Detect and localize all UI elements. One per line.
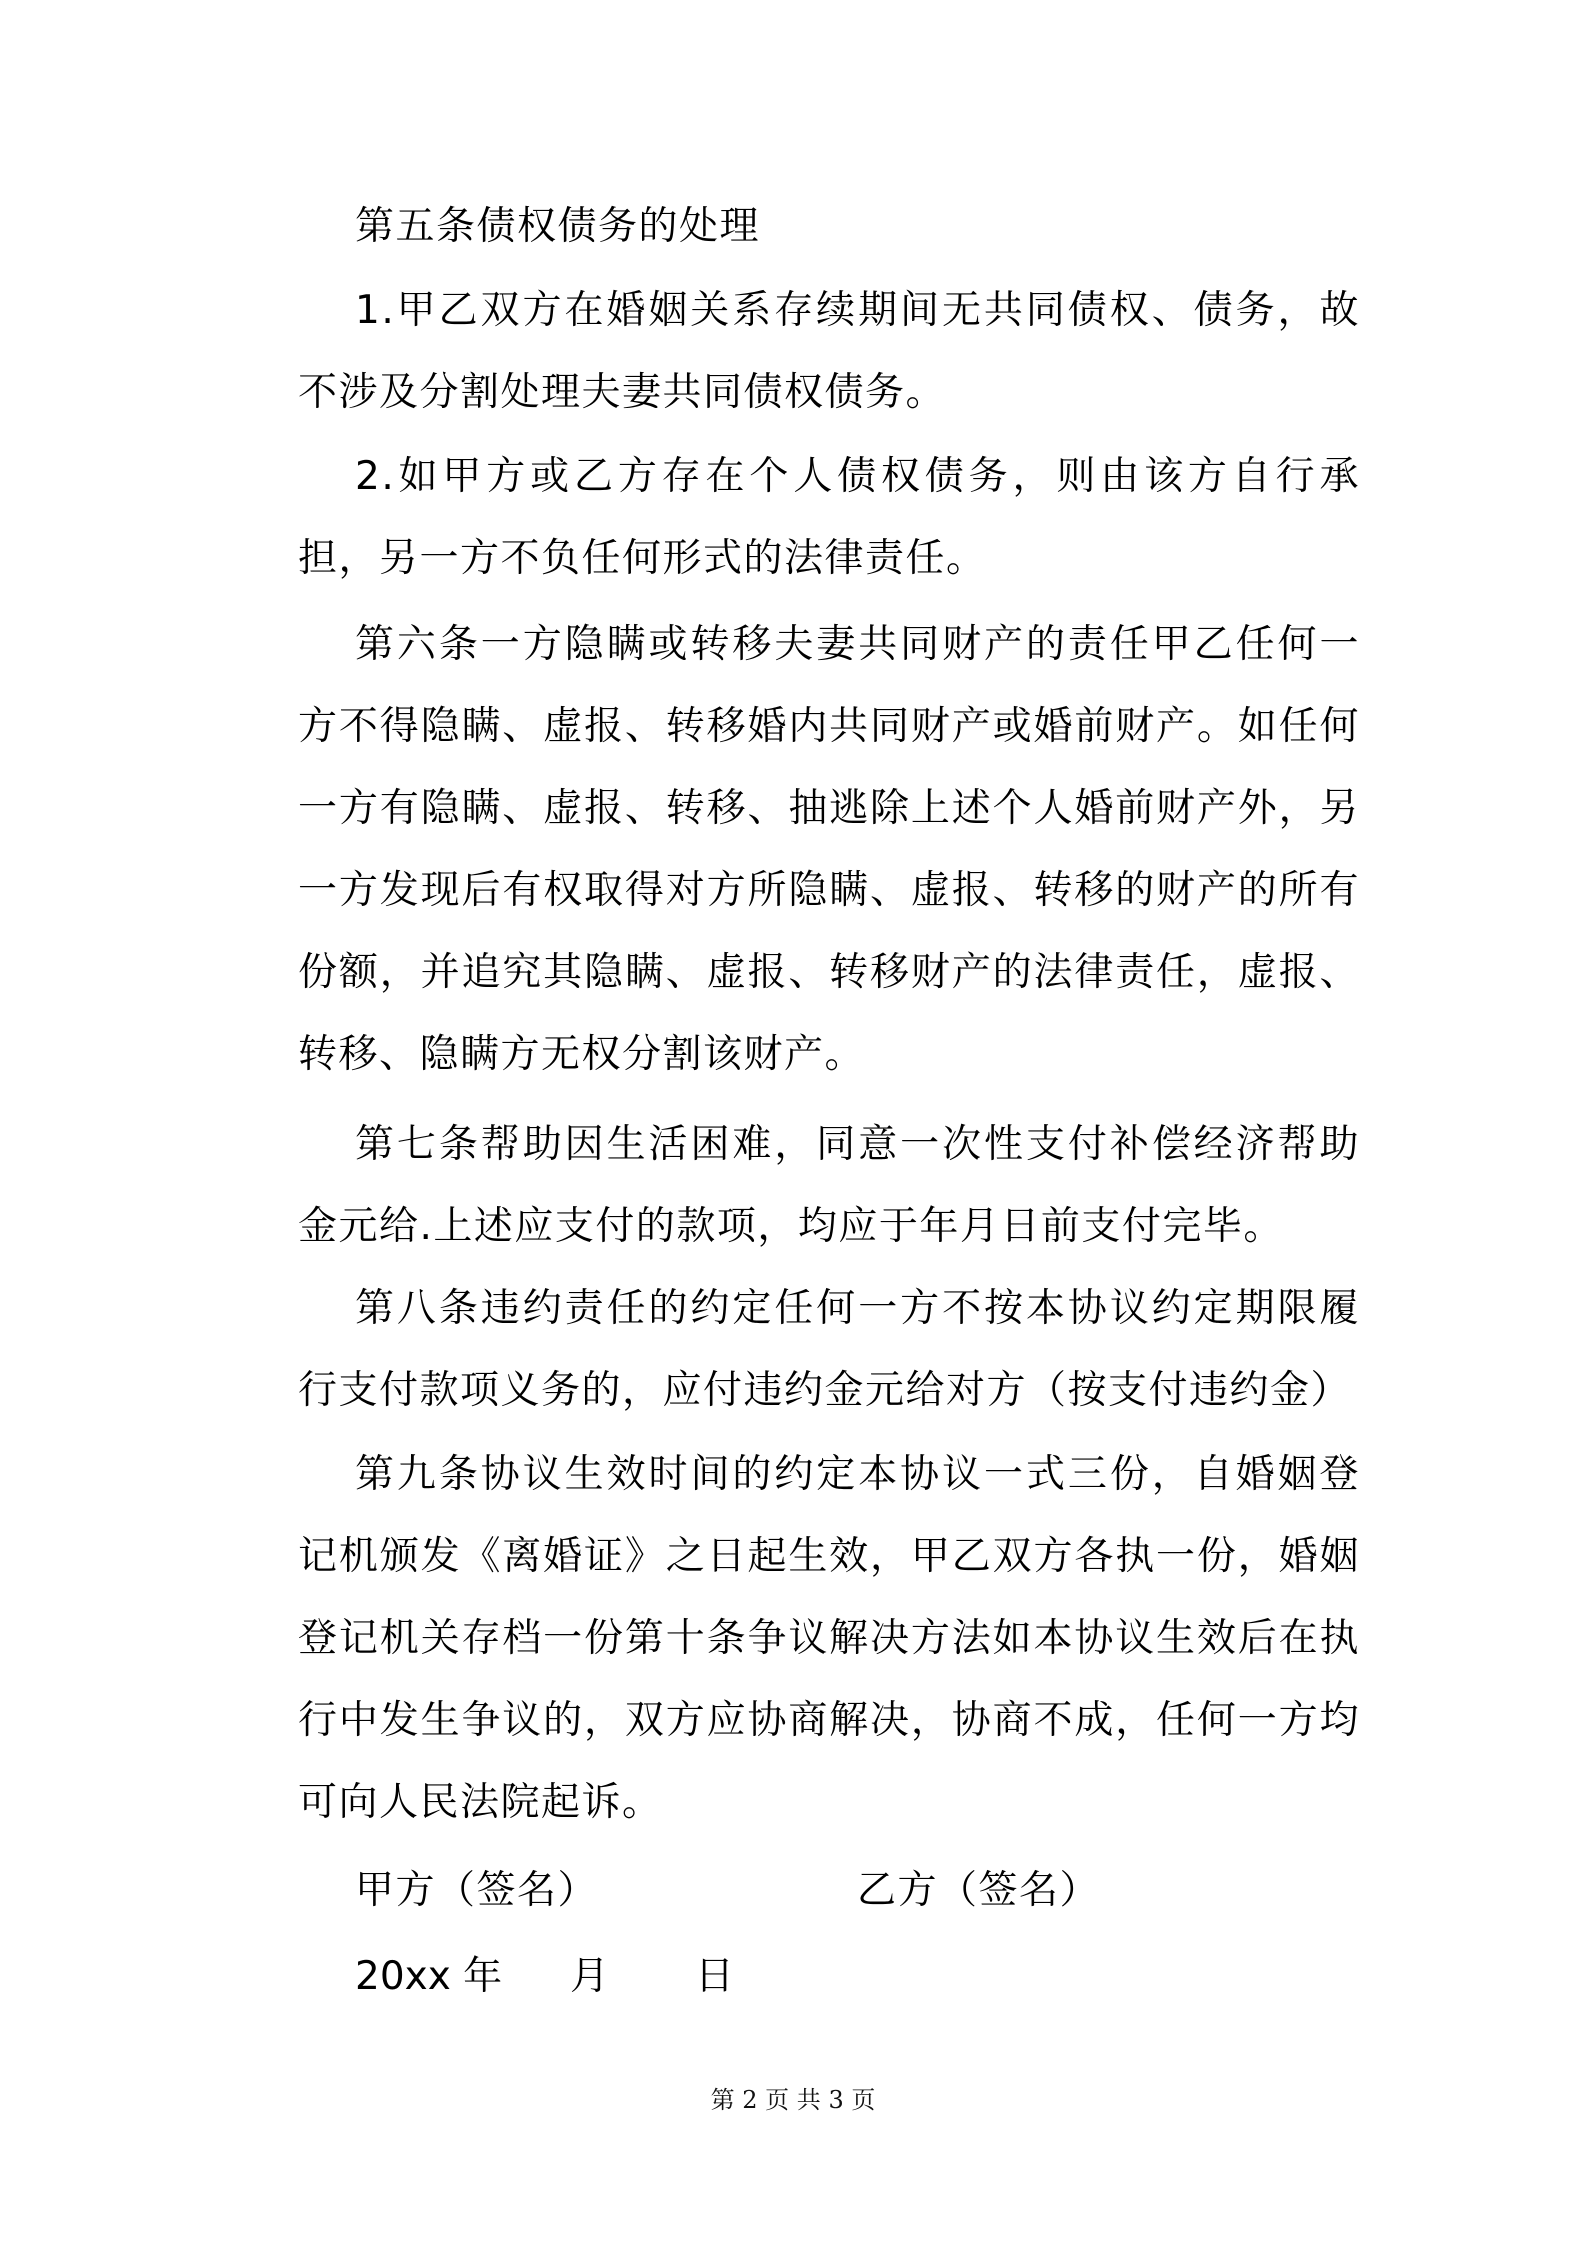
date-line <box>355 1936 955 2018</box>
date-month: 月 <box>570 1954 610 1999</box>
page-footer: 第 2 页 共 3 页 <box>710 2086 876 2114</box>
paragraph-article-6: 第六条一方隐瞒或转移夫妻共同财产的责任甲乙任何一方不得隐瞒、虚报、转移婚内共同财产或婚前财产。如任何一方有隐瞒、虚报、转移、抽逃除上述个人婚前财产外，另一方发现后有权取得对方所隐瞒、虚报、转移的财产的所有份额，并追究其隐瞒、虚报、转移财产的法律责任，虚报、转移、隐瞒方无权分割该财产。 <box>298 622 1360 1077</box>
date-year: 20xx 年 <box>355 1954 503 1999</box>
section-heading: 第五条债权债务的处理 <box>355 204 761 249</box>
paragraph-debt-2: 2.如甲方或乙方存在个人债权债务，则由该方自行承担，另一方不负任何形式的法律责任。 <box>298 454 1360 581</box>
paragraph-article-8: 第八条违约责任的约定任何一方不按本协议约定期限履行支付款项义务的，应付违约金元给对方（按支付违约金） <box>298 1286 1360 1413</box>
party-b-signature: 乙方（签名） <box>857 1868 1101 1913</box>
paragraph-debt-1: 1.甲乙双方在婚姻关系存续期间无共同债权、债务，故不涉及分割处理夫妻共同债权债务。 <box>298 288 1360 415</box>
date-day: 日 <box>695 1954 735 1999</box>
paragraph-article-9: 第九条协议生效时间的约定本协议一式三份，自婚姻登记机颁发《离婚证》之日起生效，甲乙双方各执一份，婚姻登记机关存档一份第十条争议解决方法如本协议生效后在执行中发生争议的，双方应协商解决，协商不成，任何一方均可向人民法院起诉。 <box>298 1452 1360 1825</box>
signature-line <box>355 1850 1355 1932</box>
paragraph-article-7: 第七条帮助因生活困难，同意一次性支付补偿经济帮助金元给.上述应支付的款项，均应于年月日前支付完毕。 <box>298 1122 1360 1249</box>
party-a-signature: 甲方（签名） <box>355 1868 599 1913</box>
